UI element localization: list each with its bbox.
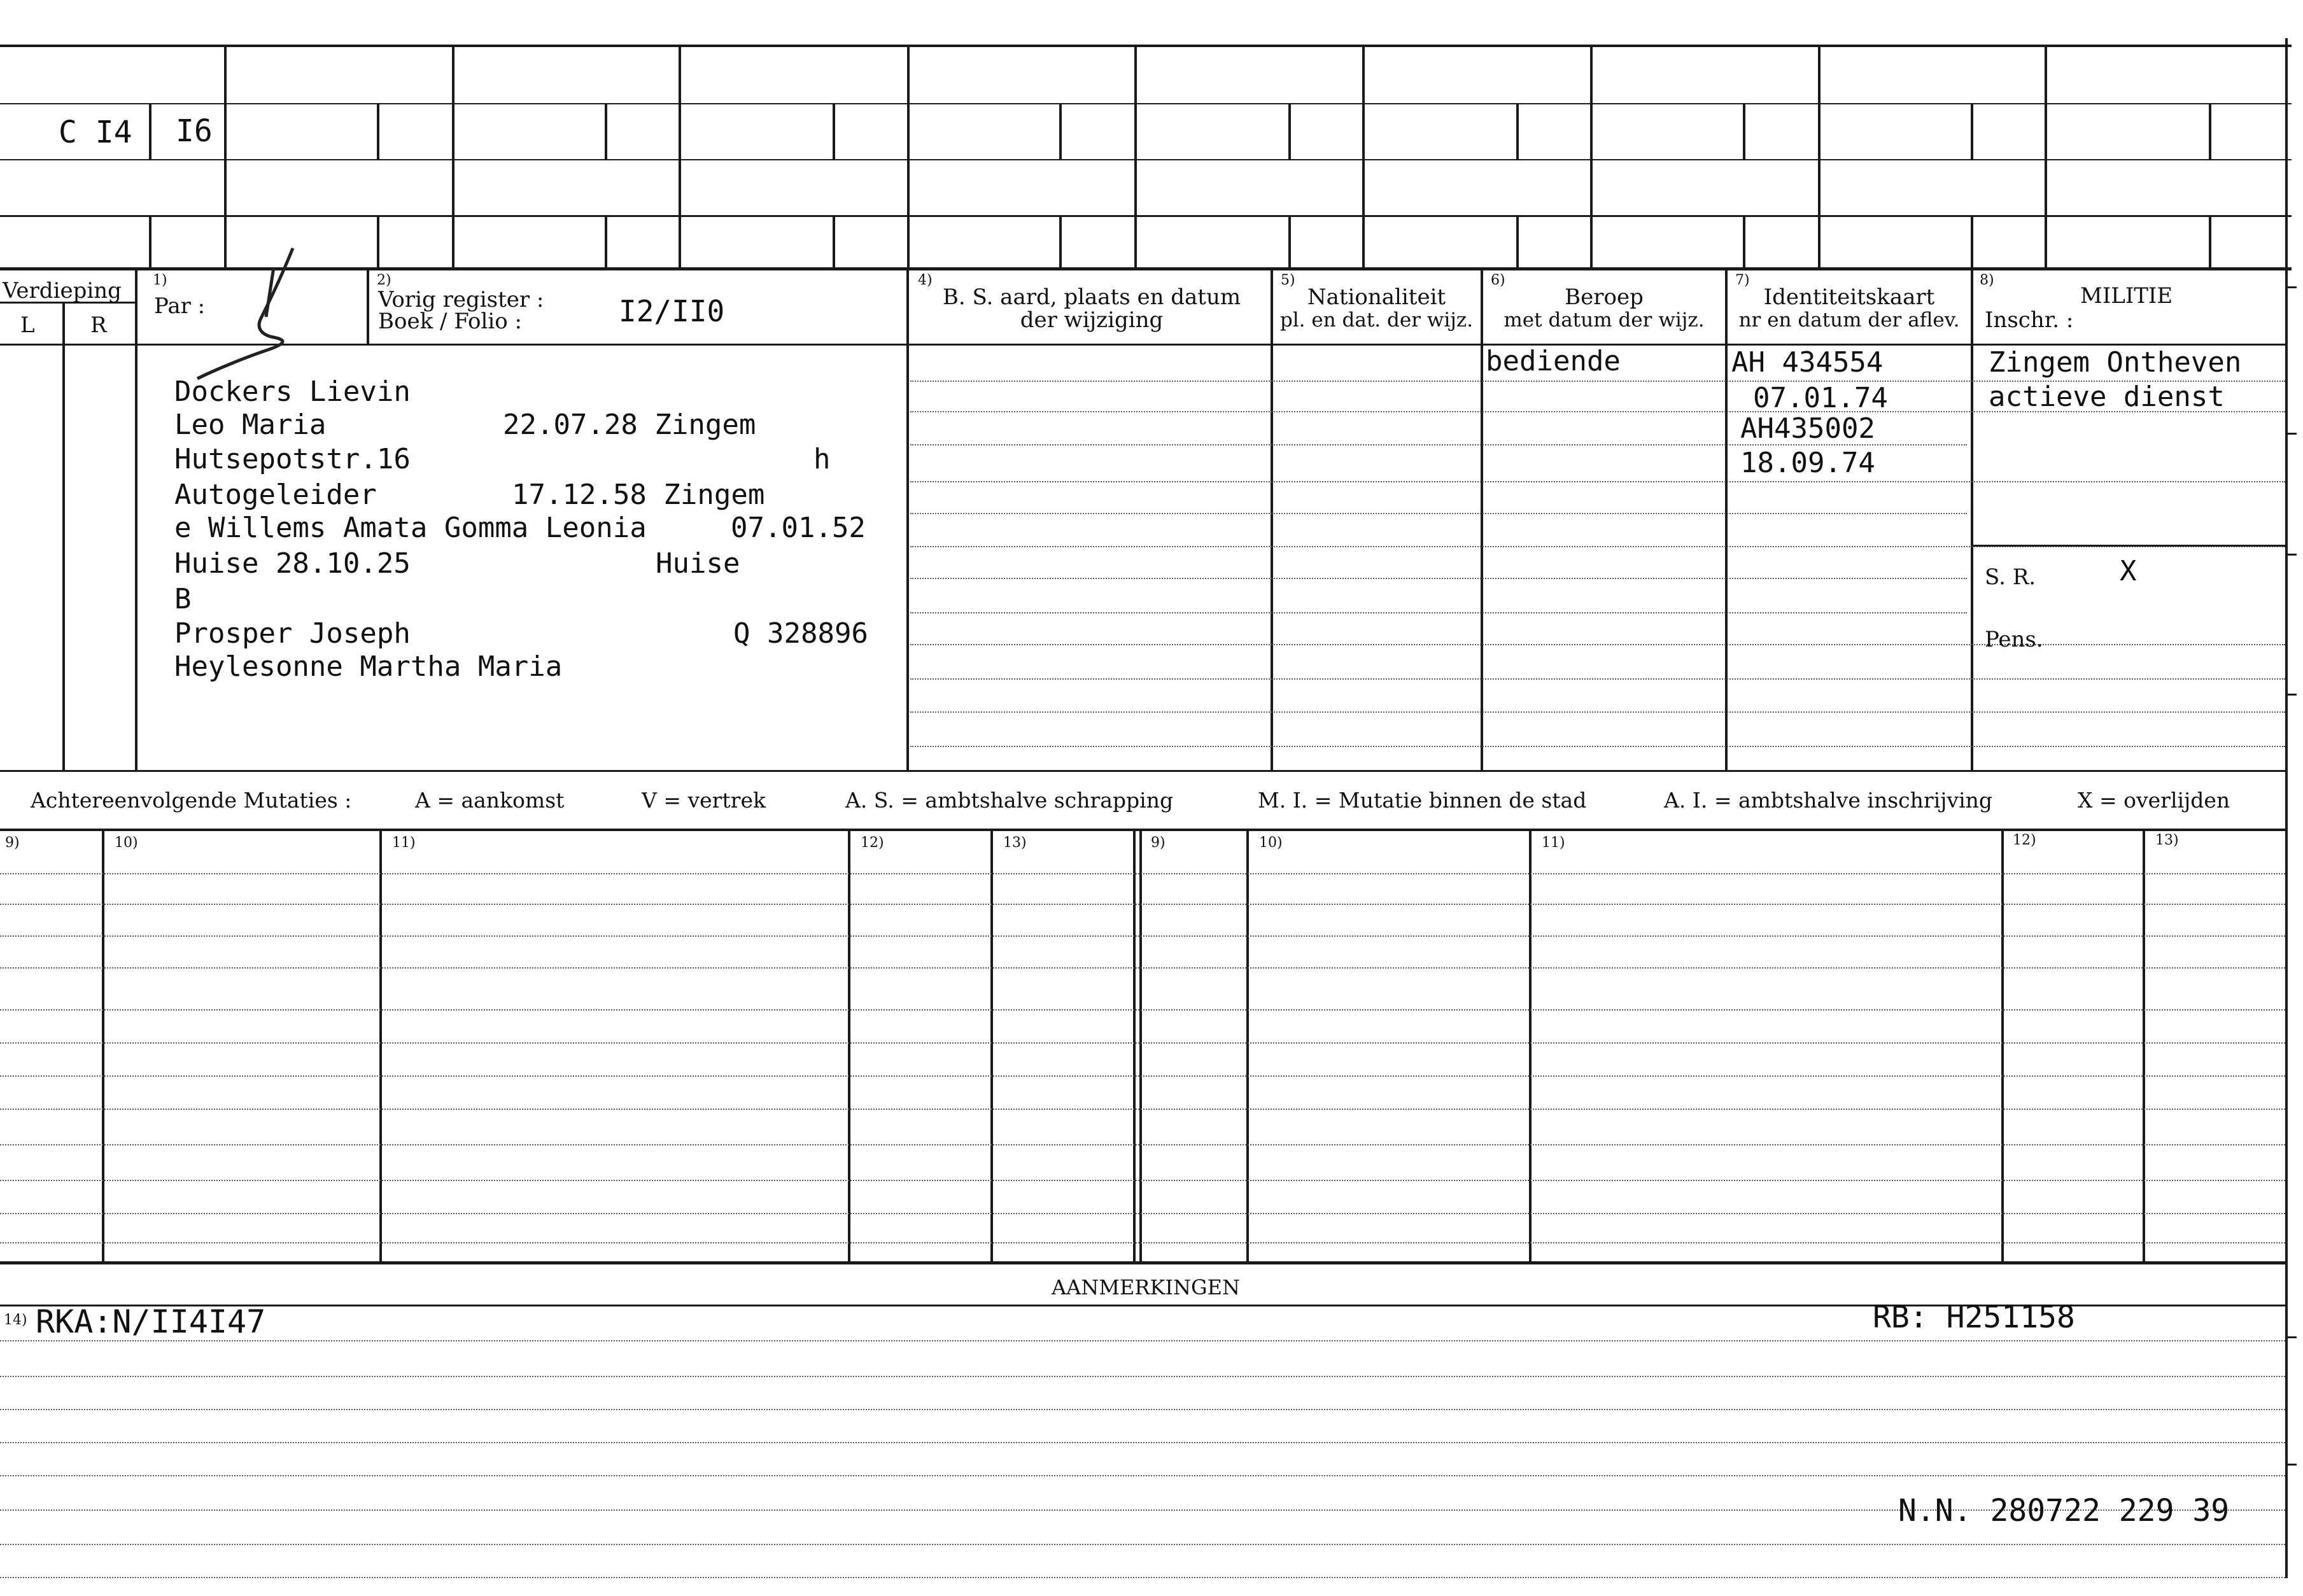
- grid-line: [2209, 103, 2211, 159]
- person-line: B: [174, 583, 192, 615]
- person-line: Prosper Joseph: [174, 617, 411, 650]
- nat-num: 5): [1281, 272, 1295, 288]
- birth-date: 22.07.28 Zingem: [503, 409, 756, 441]
- dotted-row: [910, 644, 2285, 645]
- mut-col-label: 9): [1151, 835, 1166, 851]
- id-line2: nr en datum der aflev.: [1738, 309, 1960, 332]
- grid-line: [377, 215, 379, 267]
- margin-tick: [2288, 694, 2297, 696]
- id-card-line: AH435002: [1740, 412, 1875, 445]
- sr-value: X: [2120, 555, 2137, 587]
- r-label: R: [90, 312, 107, 338]
- dotted-row: [910, 481, 2285, 482]
- dotted-row: [0, 904, 2285, 905]
- dotted-row: [0, 1075, 2285, 1077]
- col-line-person: [906, 270, 909, 770]
- dotted-row: [910, 711, 2285, 713]
- header-top-rule: [0, 267, 2292, 270]
- bs-line1: B. S. aard, plaats en datum: [942, 284, 1241, 310]
- col-line-bs: [1271, 270, 1273, 770]
- grid-line: [1971, 103, 1973, 159]
- person-line: Autogeleider: [174, 479, 377, 511]
- grid-line: [452, 46, 454, 267]
- mut-col-label: 13): [1003, 835, 1027, 851]
- dotted-row: [910, 513, 1967, 514]
- date3: 07.01.52: [731, 512, 866, 544]
- mutatie-legend-item: A. S. = ambtshalve schrapping: [845, 788, 1174, 813]
- beroep-value: bediende: [1486, 345, 1621, 377]
- mutatie-legend-item: A. I. = ambtshalve inschrijving: [1664, 788, 1993, 813]
- grid-line: [224, 46, 227, 267]
- place: Huise: [656, 547, 740, 580]
- beroep-line1: Beroep: [1565, 284, 1644, 310]
- grid-line: [1059, 103, 1062, 159]
- mut-col: [1133, 830, 1136, 1263]
- bs-line2: der wijziging: [1020, 307, 1164, 333]
- mutatie-legend-item: A = aankomst: [415, 788, 565, 813]
- grid-line: [1288, 103, 1291, 159]
- pens-label: Pens.: [1985, 627, 2043, 652]
- vorig-num: 2): [377, 272, 391, 288]
- person-line: Hutsepotstr.16: [174, 443, 411, 475]
- bs-num: 4): [918, 272, 933, 288]
- boek-folio-label: Boek / Folio :: [378, 309, 522, 334]
- dotted-row: [0, 1544, 2285, 1545]
- verdieping-label: Verdieping: [3, 278, 122, 304]
- pen-scribble-icon: [191, 242, 318, 382]
- grid-line: [1743, 215, 1745, 267]
- grid-line: [605, 103, 607, 159]
- dotted-row: [0, 1109, 2285, 1110]
- header-bottom-rule: [0, 344, 2285, 346]
- id-line1: Identiteitskaart: [1763, 284, 1935, 310]
- id-card-line: 07.01.74: [1753, 382, 1888, 414]
- col-line-l-r: [62, 302, 65, 771]
- dotted-row: [0, 935, 2285, 937]
- col-line-par: [367, 270, 369, 344]
- mut-col-label: 11): [392, 835, 416, 851]
- sr-label: S. R.: [1985, 564, 2036, 590]
- person-line: Dockers Lievin: [174, 375, 411, 408]
- mutaties-title: Achtereenvolgende Mutaties :: [31, 788, 352, 813]
- grid-line: [0, 159, 2292, 160]
- dotted-row: [910, 612, 1967, 613]
- id-num: 7): [1735, 272, 1750, 288]
- dotted-row: [0, 1009, 2285, 1011]
- grid-line: [907, 46, 910, 267]
- col-line-verdieping: [135, 270, 137, 770]
- mut-col-label: 10): [1259, 835, 1283, 851]
- mut-col: [1139, 830, 1142, 1263]
- nat-line2: pl. en dat. der wijz.: [1279, 309, 1474, 332]
- grid-line: [1288, 215, 1291, 267]
- mutatie-legend-item: V = vertrek: [642, 788, 766, 813]
- mut-col: [2001, 830, 2004, 1263]
- mut-col: [1529, 830, 1532, 1263]
- date2: 17.12.58 Zingem: [512, 479, 765, 511]
- mut-col: [102, 830, 104, 1263]
- militie-rule: [1973, 545, 2285, 547]
- dotted-row: [0, 967, 2285, 969]
- col-line-nat: [1481, 270, 1483, 770]
- mut-col-label: 12): [861, 835, 884, 851]
- margin-tick: [2288, 286, 2297, 288]
- person-line: Heylesonne Martha Maria: [174, 650, 563, 683]
- dotted-row: [0, 1442, 2285, 1443]
- grid-line: [1818, 46, 1821, 267]
- grid-line: [0, 215, 2292, 217]
- dotted-row: [0, 1042, 2285, 1044]
- mutatie-legend-item: M. I. = Mutatie binnen de stad: [1258, 788, 1587, 813]
- mut-col: [990, 830, 993, 1263]
- h-mark: h: [813, 443, 831, 475]
- mut-col-label: 9): [5, 835, 20, 851]
- mut-col-label: 10): [115, 835, 138, 851]
- top-border: [0, 45, 2292, 47]
- inschr-label: Inschr. :: [1985, 307, 2074, 333]
- grid-line: [2209, 215, 2211, 267]
- margin-tick: [2288, 1336, 2297, 1338]
- margin-tick: [2288, 554, 2297, 556]
- id-card-line: 18.09.74: [1740, 447, 1875, 479]
- mutatie-legend-item: X = overlijden: [2078, 788, 2230, 813]
- id-card-line: AH 434554: [1731, 346, 1884, 379]
- grid-line: [1362, 46, 1365, 267]
- par-num: 1): [153, 272, 167, 288]
- boek-folio-value: I2/II0: [619, 294, 725, 328]
- reference-number: I6: [176, 113, 213, 149]
- mut-col: [848, 830, 850, 1263]
- dotted-row: [0, 1213, 2285, 1214]
- reference-c: C I4: [59, 115, 132, 150]
- grid-line: [833, 215, 835, 267]
- person-line: Huise 28.10.25: [174, 547, 411, 580]
- beroep-line2: met datum der wijz.: [1504, 309, 1705, 332]
- dotted-row: [910, 678, 2285, 680]
- grid-line: [149, 103, 151, 159]
- mutaties-top-rule: [0, 829, 2285, 831]
- grid-line: [679, 46, 681, 267]
- grid-line: [1059, 215, 1062, 267]
- dotted-row: [910, 746, 2285, 747]
- margin-tick: [2288, 1464, 2297, 1466]
- col-line-id: [1971, 270, 1973, 770]
- aanmerkingen-title: AANMERKINGEN: [1052, 1275, 1240, 1299]
- grid-line: [1516, 215, 1519, 267]
- l-label: L: [20, 312, 35, 338]
- vorig-register-label: Vorig register :: [378, 287, 544, 312]
- dotted-row: [0, 1144, 2285, 1145]
- dotted-row: [0, 1475, 2285, 1476]
- mut-col-label: 11): [1542, 835, 1565, 851]
- right-border: [2285, 38, 2288, 1578]
- mutaties-bottom-rule: [0, 1261, 2285, 1264]
- margin-tick: [2288, 433, 2297, 435]
- dotted-row: [0, 873, 2285, 874]
- mut-col: [2143, 830, 2145, 1263]
- militie-line1: Zingem Ontheven: [1989, 346, 2242, 379]
- militie-line2: actieve dienst: [1989, 381, 2225, 413]
- grid-line: [149, 215, 151, 267]
- par-label: Par :: [154, 293, 206, 319]
- mut-col-label: 13): [2155, 832, 2179, 848]
- militie-label: MILITIE: [2080, 283, 2173, 309]
- dotted-row: [0, 1242, 2285, 1243]
- grid-line: [1743, 103, 1745, 159]
- person-line: e Willems Amata Gomma Leonia: [174, 512, 647, 544]
- grid-line: [2045, 46, 2047, 267]
- dotted-row: [0, 1376, 2285, 1377]
- grid-line: [0, 103, 2292, 104]
- dotted-row: [0, 1409, 2285, 1410]
- mut-col: [379, 830, 382, 1263]
- mut-col: [1246, 830, 1249, 1263]
- grid-line: [377, 103, 379, 159]
- dotted-row: [910, 578, 1967, 579]
- grid-line: [1971, 215, 1973, 267]
- grid-line: [605, 215, 607, 267]
- grid-line: [1134, 46, 1137, 267]
- beroep-num: 6): [1491, 272, 1505, 288]
- grid-line: [833, 103, 835, 159]
- nat-line1: Nationaliteit: [1307, 284, 1446, 310]
- grid-line: [1516, 103, 1519, 159]
- person-line: Leo Maria: [174, 409, 327, 441]
- dotted-row: [0, 1340, 2285, 1341]
- dotted-row: [0, 1180, 2285, 1181]
- person-bottom-rule: [0, 770, 2285, 772]
- rka-value: RKA:N/II4I47: [36, 1303, 266, 1340]
- mil-num: 8): [1980, 272, 1994, 288]
- nn-number: N.N. 280722 229 39: [1898, 1493, 2230, 1529]
- q-number: Q 328896: [733, 617, 868, 650]
- col-line-beroep: [1725, 270, 1728, 770]
- rb-value: RB: H251158: [1873, 1299, 2075, 1335]
- grid-line: [1590, 46, 1593, 267]
- dotted-row: [0, 1577, 2285, 1578]
- aanmerkingen-num: 14): [4, 1312, 27, 1328]
- mut-col-label: 12): [2013, 832, 2036, 848]
